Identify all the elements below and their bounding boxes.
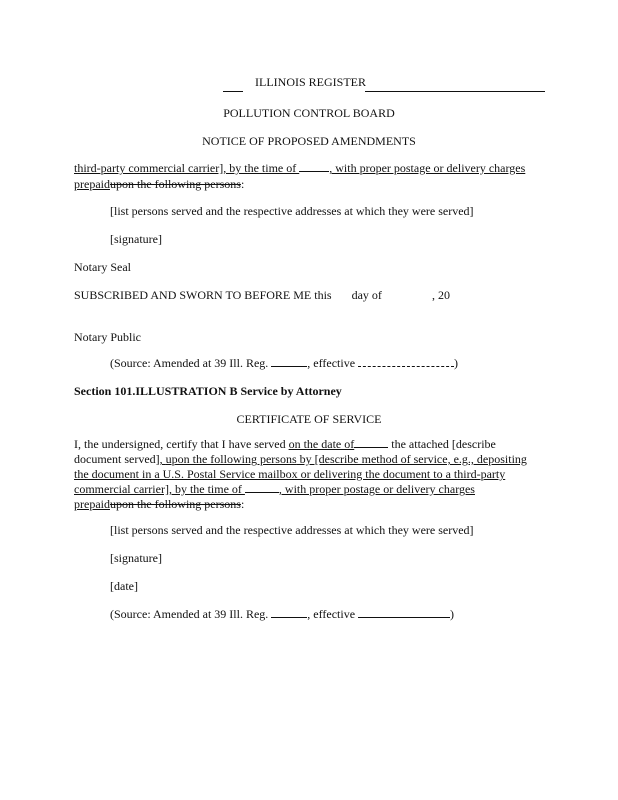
part2-reg-blank [271,607,307,618]
cert-p-1c: the attached [describe document served] [74,437,496,466]
subscribed-c: , 20 [431,288,450,302]
cert-p-1i: upon the following persons [109,497,241,511]
cert-p-1g: , by the time of [168,482,245,496]
cert-time-blank [245,482,279,493]
part1-time-blank [299,161,329,172]
cert-date-blank [354,437,388,448]
notice-title: NOTICE OF PROPOSED AMENDMENTS [202,134,416,148]
part1-line1-b: , by the time of [223,161,300,175]
part1-source [110,356,458,371]
notary-seal: Notary Seal [74,260,131,274]
cert-p-1h: , with proper postage or delivery charges prepaid [74,482,475,511]
part1-line1-c: , with proper postage or delivery charges [329,161,526,175]
register-title-text: ILLINOIS REGISTER [255,75,366,89]
part1-line1 [74,161,525,176]
subscribed-line [74,288,450,303]
part1-source-b: , effective [307,356,359,370]
cert-p-1j: : [240,497,245,511]
header-rule-right [365,91,545,92]
part2-source [110,607,454,622]
header-rule-left [223,91,243,92]
certificate-title: CERTIFICATE OF SERVICE [236,412,382,426]
part2-source-a: (Source: Amended at 39 Ill. Reg. [110,607,272,621]
cert-p-1f: by [describe method of service, e.g., depositing the document in a U.S. Postal Service mailbox or delivering the document to a third-party commercial carrier] [74,452,527,496]
part1-source-c: ) [454,356,459,370]
part1-line2 [74,177,244,192]
part2-source-c: ) [450,607,455,621]
part1-list-persons: [list persons served and the respective addresses at which they were served] [110,204,474,218]
subscribed-b: day of [351,288,382,302]
part1-line2-b: upon the following persons [109,177,241,191]
part1-line2-a: prepaid [74,177,110,191]
part1-source-a: (Source: Amended at 39 Ill. Reg. [110,356,272,370]
certificate-paragraph [74,437,534,512]
notary-public: Notary Public [74,330,141,344]
cert-p-1d: , [159,452,166,466]
register-title [255,75,366,90]
part1-effective-blank [358,356,454,367]
subscribed-a: SUBSCRIBED AND SWORN TO BEFORE ME this [74,288,332,302]
board-title: POLLUTION CONTROL BOARD [223,106,395,120]
part2-list-persons: [list persons served and the respective addresses at which they were served] [110,523,474,537]
part2-effective-blank [358,607,450,618]
part1-line1-a: third-party commercial carrier] [74,161,224,175]
cert-p-1e: upon the following persons [165,452,297,466]
part2-signature: [signature] [110,551,162,565]
section-heading: Section 101.ILLUSTRATION B Service by Attorney [74,384,342,398]
part1-reg-blank [271,356,307,367]
part2-date: [date] [110,579,138,593]
cert-p-1a: I, the undersigned, certify that I have served [74,437,289,451]
part1-line2-c: : [240,177,245,191]
part1-signature: [signature] [110,232,162,246]
cert-p-1b: on the date of [288,437,355,451]
part2-source-b: , effective [307,607,359,621]
